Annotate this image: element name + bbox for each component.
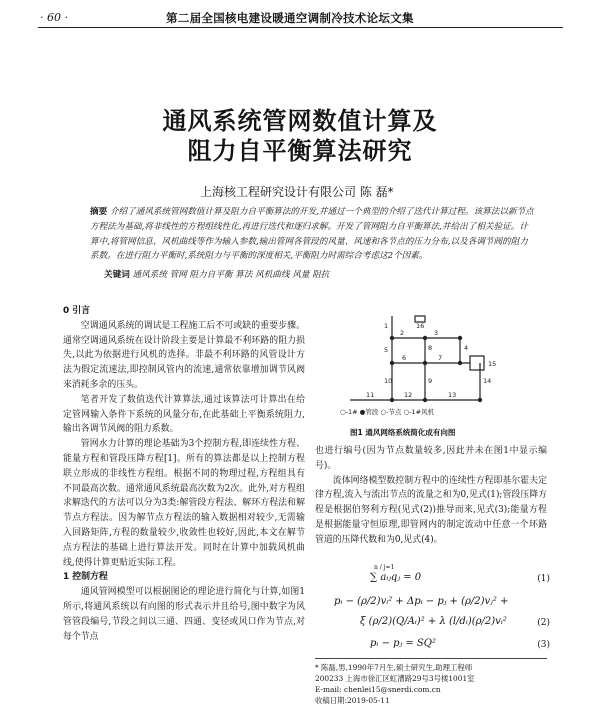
paragraph: 流体网络模型数控制方程中的连续性方程即基尔霍夫定律方程,流入与流出节点的流量之和为0,见式(1);管段压降方程是根据伯努利方程(见式(2))推导而来,见式(3);能量方程是根据能量守恒原理,即管网内的制定流动中任意一个环路管道的压降代数和为0,见式(4)。 [315,475,547,545]
author-affiliation: 上海核工程研究设计有限公司 陈 磊* [200,185,394,199]
figure-label: 7 [438,354,443,362]
figure-node [390,336,394,340]
figure-label: 5 [384,346,389,354]
paragraph: 空调通风系统的调试是工程施工后不可或缺的重要步骤。通常空调通风系统在设计阶段主要是计算最不利环路的阻力损失,以此为依据进行风机的选择。非最不利环路的风管设计方法为假定流速法,即控制风管内的流速,通常依靠增加调节风阀来消耗多余的压头。 [63,320,305,390]
keywords-text: 通风系统 管网 阻力自平衡 算法 风机曲线 风量 阻抗 [132,270,330,280]
figure-legend: ○-1# ●管段 ○-节点 ○-1#风机 [340,408,435,416]
paper-title-line-2: 阻力自平衡算法研究 [187,137,413,165]
equation-2a [330,594,550,616]
running-header [38,9,563,28]
figure-label: 4 [464,344,469,352]
figure-node [390,398,394,402]
figure-label: 16 [416,322,425,330]
figure-node [423,336,427,340]
figure-caption: 图1 通风网络系统简化成有向图 [350,428,456,437]
figure-label: 14 [483,377,492,385]
equation-3-number: (3) [537,640,550,650]
figure-label: 15 [488,360,497,368]
figure-label: 8 [428,344,433,352]
section-heading-intro: 0 引言 [63,306,91,316]
paragraph: 笔者开发了数值迭代计算算法,通过该算法可计算出在给定管网输入条件下系统的风量分布,在此基础上平衡系统阻力,输出各调节风阀的阻力系数。 [63,394,305,435]
figure-label: 13 [448,391,457,399]
equation-1 [330,564,550,592]
page-number: · 60 · [40,11,68,24]
figure-label: 6 [402,354,407,362]
figure-label: 12 [404,391,413,399]
equation-2-line-1: pᵢ − (ρ/2)vᵢ² + Δpᵢ − pⱼ + (ρ/2)vⱼ² + [334,596,509,607]
figure-label: 9 [428,377,433,385]
figure-fan-box [470,356,484,370]
figure-label: 11 [366,391,375,399]
figure-label: 1 [384,322,389,330]
figure-label: 2 [400,329,405,337]
figure-label: 10 [384,377,393,385]
equation-2b [330,614,550,636]
network-figure [330,308,520,421]
left-column [63,304,305,644]
paragraph: 通风管网模型可以根据图论的理论进行简化与计算,如图1所示,将通风系统以有向图的形式表示并且给号,图中数字为风管管段编号,节段之间以三通、四通、变径或风口作为节点,对每个节点 [63,587,305,642]
abstract-text: 介绍了通风系统管网数值计算及阻力自平衡算法的开发,并通过一个典型的介绍了迭代计算过程。该算法以新节点方程法为基础,将非线性的方程组线性化,再进行迭代和逐归求解。开发了管网阻力自平衡算法,并给出了相关验证。计算中,将管网信息、风机曲线等作为输入参数,输出管网各管段的风量、风速和各节点的压力分布,以及各调节阀的阻力系数。在进行阻力平衡时,系统阻力与平衡的深度相关,平衡阻力时需综合考虑这2个因素。 [90,207,534,262]
paragraph: 管网水力计算的理论基础为3个控制方程,即连续性方程、能量方程和管段压降方程[1]。所有的算法都是以上控制方程联立形成的非线性方程组。根据不同的物理过程,方程组具有不同最高次数。通常通风系统最高次数为2次。此外,对方程组求解迭代的方法可以分为3类:解管段方程法、解环方程法和解节点方程法。因为解节点方程法的输入数据相对较少,无需输入回路矩阵,方程的数量较少,收敛性也较好,因此,本文在解节点方程法的基础上进行算法开发。同时在计算中加载风机曲线,使得计算更贴近实际工程。 [63,439,305,568]
footnote-address: 200233 上海市徐汇区虹漕路29号3号楼1001室 [315,674,475,683]
right-column [315,444,547,548]
equation-2-number: (2) [537,618,550,628]
figure-node [423,398,427,402]
section-heading-control-equations: 1 控制方程 [63,572,108,583]
footnote [315,658,547,706]
footnote-received-date: 收稿日期:2019-05-11 [315,696,390,705]
abstract [90,205,535,264]
figure-label: 3 [434,329,439,337]
equation-2-line-2: ξ (ρ/2)(Q/Aᵢ)² + λ (l/dᵢ)(ρ/2)vᵢ² [360,616,507,627]
figure-node [478,398,482,402]
figure-node [423,361,427,365]
figure-node [458,361,462,365]
abstract-label: 摘要 [90,207,108,217]
equation-3-body: pᵢ − pⱼ = SQ² [370,638,436,649]
paper-title-line-1: 通风系统管网数值计算及 [162,107,438,135]
keywords-label: 关键词 [104,270,130,280]
figure-node [458,336,462,340]
equation-1-number: (1) [537,574,550,584]
equation-1-limits: n / j=1 [374,564,395,571]
footnote-author: * 陈磊,男,1990年7月生,硕士研究生,助理工程师 [315,663,473,672]
journal-name: 第二届全国核电建设暖通空调制冷技术论坛文集 [166,11,414,25]
keywords [104,268,524,280]
paragraph: 也进行编号(因为节点数量较多,因此并未在图1中显示编号)。 [315,446,547,471]
equation-3 [330,636,550,658]
footnote-email: E-mail: chenlei15@snerdi.com.cn [315,685,441,694]
figure-node [390,361,394,365]
equation-1-body: ∑ aᵢⱼqⱼ = 0 [370,572,422,583]
